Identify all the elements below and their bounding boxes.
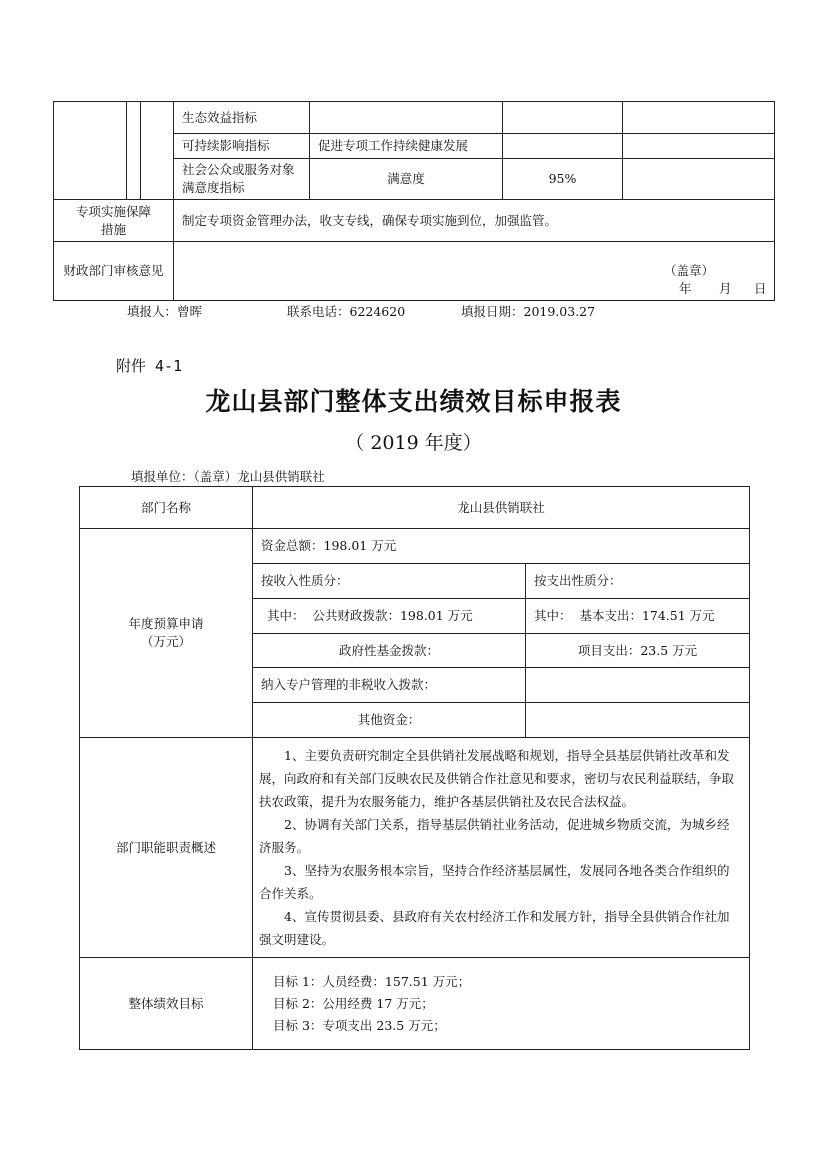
indicator-cell: 社会公众或服务对象满意度指标 xyxy=(174,159,310,200)
non-tax-label: 纳入专户管理的非税收入拨款： xyxy=(253,668,526,703)
filler-info xyxy=(127,302,767,320)
indicator-cell: 生态效益指标 xyxy=(174,102,310,134)
date-month: 月 xyxy=(719,281,732,296)
duty-item: 1、主要负责研究制定全县供销社发展战略和规划，指导全县基层供销社改革和发展，向政府和有关部门反映农民及供销合作社意见和要求，密切与农民利益联结，争取扶农政策，提升为农服务能力，维护各基层供销社及农民合法权益。 xyxy=(259,748,735,809)
basic-expense-value: 其中： 基本支出：174.51 万元 xyxy=(526,599,750,634)
goal-item: 目标 2：公用经费 17 万元； xyxy=(273,995,434,1011)
gov-fund-label: 政府性基金拨款： xyxy=(253,634,526,668)
filling-unit: 填报单位：（盖章）龙山县供销联社 xyxy=(131,469,325,484)
page-title: 龙山县部门整体支出绩效目标申报表 xyxy=(205,387,622,416)
by-income-label: 按收入性质分： xyxy=(253,564,526,599)
indicator-cell: 可持续影响指标 xyxy=(174,134,310,159)
project-expense-value: 项目支出：23.5 万元 xyxy=(526,634,750,668)
budget-label-line1: 年度预算申请 xyxy=(128,616,204,631)
page-subtitle: （ 2019 年度） xyxy=(345,432,482,454)
duty-item: 2、协调有关部门关系，指导基层供销社业务活动，促进城乡物质交流，为城乡经济服务。 xyxy=(259,817,730,855)
filler-date: 填报日期：2019.03.27 xyxy=(461,304,596,319)
budget-label xyxy=(80,529,253,738)
filler-phone: 联系电话：6224620 xyxy=(287,304,406,319)
duty-item: 4、宣传贯彻县委、县政府有关农村经济工作和发展方针，指导全县供销合作社加强文明建设。 xyxy=(259,909,730,947)
filler-person: 填报人：曾晖 xyxy=(127,304,203,319)
goal-item: 目标 3：专项支出 23.5 万元； xyxy=(273,1017,446,1033)
indicator-value-cell xyxy=(503,134,623,159)
by-expense-label: 按支出性质分： xyxy=(526,564,750,599)
goal-label: 整体绩效目标 xyxy=(80,958,253,1050)
indicator-content-cell: 满意度 xyxy=(310,159,503,200)
date-year: 年 xyxy=(679,281,692,296)
guarantee-text: 制定专项资金管理办法，收支专线，确保专项实施到位，加强监管。 xyxy=(174,200,775,242)
other-funds-label: 其他资金： xyxy=(253,703,526,738)
attachment-label: 附件 4-1 xyxy=(116,357,183,375)
review-label: 财政部门审核意见 xyxy=(54,242,174,301)
budget-total: 资金总额：198.01 万元 xyxy=(253,529,750,564)
indicator-content-cell xyxy=(310,102,503,134)
review-cell xyxy=(174,242,775,301)
goal-list xyxy=(253,958,750,1050)
budget-label-line2: （万元） xyxy=(140,634,191,649)
department-budget-table xyxy=(79,486,750,1050)
goal-item: 目标 1：人员经费：157.51 万元； xyxy=(273,973,471,989)
indicator-value-cell xyxy=(503,102,623,134)
performance-indicator-table xyxy=(53,101,775,301)
date-day: 日 xyxy=(754,281,767,296)
duty-label: 部门职能职责概述 xyxy=(80,738,253,958)
duty-description xyxy=(253,738,750,958)
seal-text: （盖章） xyxy=(664,263,715,278)
guarantee-label: 专项实施保障措施 xyxy=(54,200,174,242)
duty-item: 3、坚持为农服务根本宗旨，坚持合作经济基层属性，发展同各地各类合作组织的合作关系。 xyxy=(259,863,730,901)
indicator-value-cell: 95% xyxy=(503,159,623,200)
dept-name-label: 部门名称 xyxy=(80,487,253,529)
indicator-content-cell: 促进专项工作持续健康发展 xyxy=(310,134,503,159)
dept-name-value: 龙山县供销联社 xyxy=(253,487,750,529)
public-finance-value: 其中： 公共财政拨款：198.01 万元 xyxy=(253,599,526,634)
